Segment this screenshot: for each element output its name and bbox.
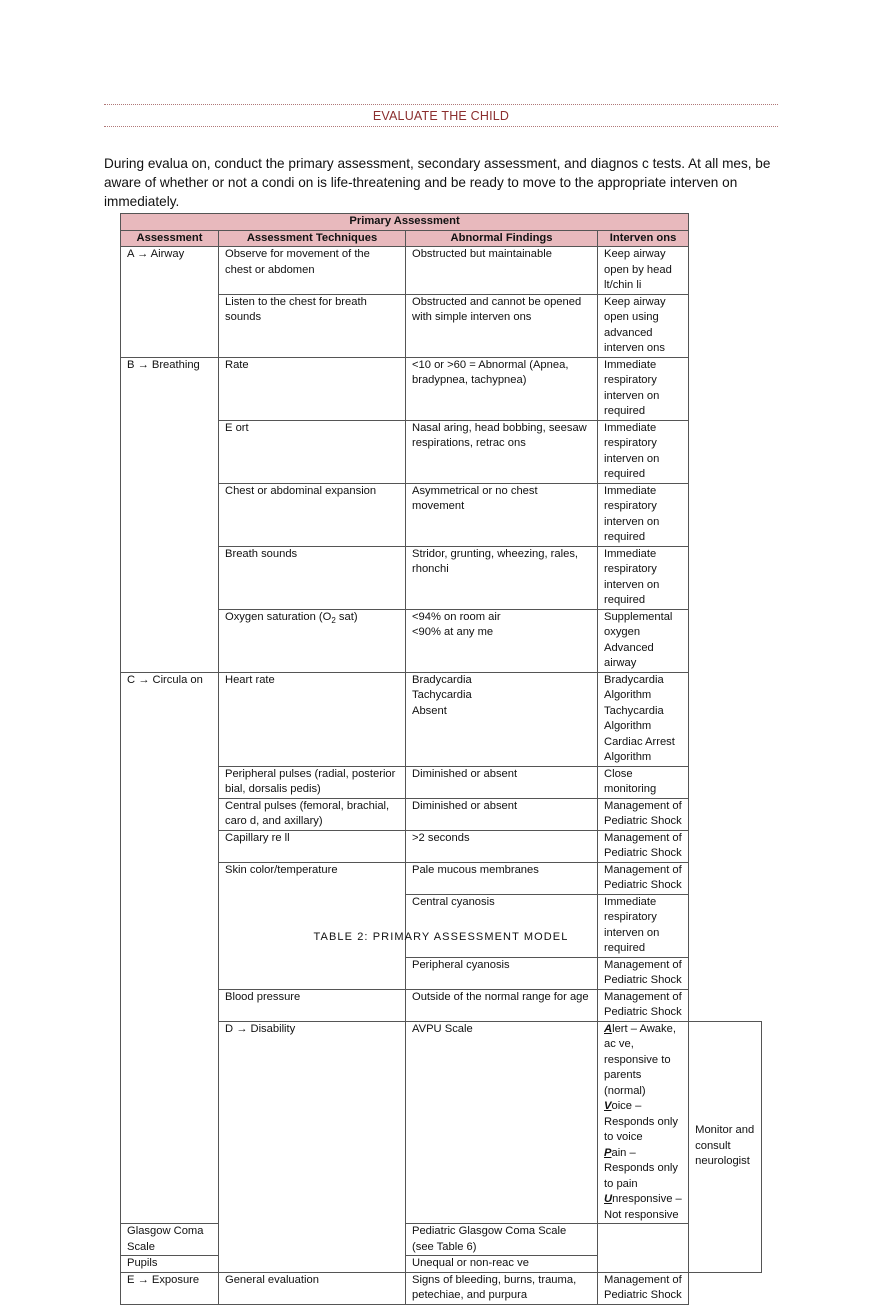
oxygen-technique-subscript: 2 [331, 615, 336, 625]
technique-cell: Capillary re ll [219, 830, 406, 862]
technique-cell: Listen to the chest for breath sounds [219, 294, 406, 357]
avpu-letter: U [604, 1193, 613, 1205]
spacer [412, 719, 591, 735]
technique-cell: Rate [219, 357, 406, 420]
finding-cell: Peripheral cyanosis [406, 957, 598, 989]
primary-assessment-table [120, 213, 762, 1305]
technique-cell: Chest or abdominal expansion [219, 483, 406, 546]
assessment-circulation: C → Circula on [121, 672, 219, 1224]
avpu-text: ain – Responds only to pain [604, 1146, 679, 1190]
intervention-line: Advanced airway [604, 641, 654, 669]
avpu-letter: P [604, 1146, 612, 1159]
intervention-cell: Keep airway open by head lt/chin li [598, 247, 689, 295]
intervention-line: Supplemental oxygen [604, 610, 673, 638]
finding-cell-avpu [598, 1021, 689, 1224]
table-row [121, 1256, 762, 1273]
assessment-breathing: B → Breathing [121, 357, 219, 672]
technique-cell: Central pulses (femoral, brachial, caro d, and axillary) [219, 798, 406, 830]
finding-cell: Outside of the normal range for age [406, 989, 598, 1021]
page-heading: EVALUATE THE CHILD [372, 109, 510, 123]
intervention-cell: Monitor and consult neurologist [689, 1021, 762, 1272]
finding-line: <90% at any me [412, 626, 494, 638]
intervention-cell: Immediate respiratory interven on required [598, 420, 689, 483]
intervention-cell: Immediate respiratory interven on required [598, 894, 689, 957]
intervention-line: Bradycardia Algorithm [604, 673, 664, 701]
finding-cell: Central cyanosis [406, 894, 598, 957]
finding-cell [406, 672, 598, 766]
avpu-voice [604, 1099, 682, 1146]
avpu-text: nresponsive – Not responsive [604, 1193, 682, 1221]
intervention-cell: Management of Pediatric Shock [598, 1272, 689, 1304]
finding-cell: Obstructed but maintainable [406, 247, 598, 295]
table-row [121, 247, 762, 295]
intervention-line: Cardiac Arrest Algorithm [604, 735, 675, 763]
technique-cell: E ort [219, 420, 406, 483]
finding-line: Absent [412, 704, 447, 717]
finding-cell: Pale mucous membranes [406, 862, 598, 894]
intervention-cell: Management of Pediatric Shock [598, 798, 689, 830]
finding-cell: Nasal aring, head bobbing, seesaw respirations, retrac ons [406, 420, 598, 483]
finding-cell: Pediatric Glasgow Coma Scale (see Table 6) [406, 1224, 598, 1256]
technique-cell: Blood pressure [219, 989, 406, 1021]
technique-cell-oxygen [219, 609, 406, 672]
table-header-row [121, 230, 762, 247]
technique-cell: AVPU Scale [406, 1021, 598, 1224]
intervention-cell [598, 609, 689, 672]
column-header: Interven ons [598, 230, 689, 247]
technique-cell: Heart rate [219, 672, 406, 766]
finding-cell: Stridor, grunting, wheezing, rales, rhonchi [406, 546, 598, 609]
finding-cell [406, 609, 598, 672]
technique-cell: Glasgow Coma Scale [121, 1224, 219, 1256]
technique-cell: Peripheral pulses (radial, posterior bial, dorsalis pedis) [219, 766, 406, 798]
intro-paragraph: During evalua on, conduct the primary assessment, secondary assessment, and diagnos c tests. At all mes, be aware of whether or not a condi on is life-threatening and be ready to move to the appropriate interven on immediately. [104, 155, 771, 209]
table-row [121, 1224, 762, 1256]
finding-line: Bradycardia [412, 673, 472, 686]
table-row [121, 357, 762, 420]
technique-cell: Skin color/temperature [219, 862, 406, 989]
finding-cell: Obstructed and cannot be opened with simple interven ons [406, 294, 598, 357]
intervention-line: Tachycardia Algorithm [604, 704, 664, 732]
assessment-exposure: E → Exposure [121, 1272, 219, 1304]
oxygen-technique-prefix: Oxygen saturation (O [225, 610, 332, 623]
assessment-airway: A → Airway [121, 247, 219, 358]
avpu-text: lert – Awake, ac ve, responsive to parents (normal) [604, 1022, 676, 1097]
avpu-unresponsive [604, 1192, 682, 1223]
finding-cell: Asymmetrical or no chest movement [406, 483, 598, 546]
technique-cell: Breath sounds [219, 546, 406, 609]
finding-cell: >2 seconds [406, 830, 598, 862]
intervention-cell: Immediate respiratory interven on required [598, 546, 689, 609]
avpu-alert [604, 1022, 682, 1100]
column-header: Abnormal Findings [406, 230, 598, 247]
header-rule-bottom [104, 126, 778, 127]
finding-line: <94% on room air [412, 610, 501, 623]
table-title: Primary Assessment [121, 214, 689, 231]
table-row [121, 672, 762, 766]
intervention-cell: Management of Pediatric Shock [598, 989, 689, 1021]
column-header: Assessment Techniques [219, 230, 406, 247]
intervention-cell: Management of Pediatric Shock [598, 862, 689, 894]
finding-cell: <10 or >60 = Abnormal (Apnea, bradypnea, tachypnea) [406, 357, 598, 420]
finding-cell: Diminished or absent [406, 766, 598, 798]
technique-cell: Observe for movement of the chest or abdomen [219, 247, 406, 295]
header-rule-top [104, 104, 778, 105]
table-title-row [121, 214, 762, 231]
intervention-cell: Close monitoring [598, 766, 689, 798]
intervention-cell: Management of Pediatric Shock [598, 830, 689, 862]
finding-cell: Unequal or non-reac ve [406, 1256, 598, 1273]
technique-cell: Pupils [121, 1256, 219, 1273]
technique-cell: General evaluation [219, 1272, 406, 1304]
finding-line: Tachycardia [412, 689, 472, 701]
avpu-letter: A [604, 1022, 613, 1035]
oxygen-technique-suffix: sat) [335, 610, 358, 623]
table-caption: TABLE 2: PRIMARY ASSESSMENT MODEL [313, 931, 569, 943]
avpu-pain [604, 1146, 682, 1193]
intervention-cell: Immediate respiratory interven on required [598, 357, 689, 420]
finding-cell: Diminished or absent [406, 798, 598, 830]
table-row [121, 1272, 762, 1304]
intervention-cell: Management of Pediatric Shock [598, 957, 689, 989]
avpu-text: oice – Responds only to voice [604, 1100, 679, 1143]
assessment-disability: D → Disability [219, 1021, 406, 1272]
finding-cell: Signs of bleeding, burns, trauma, petechiae, and purpura [406, 1272, 598, 1304]
column-header: Assessment [121, 230, 219, 247]
avpu-letter: V [604, 1100, 612, 1112]
intervention-cell: Keep airway open using advanced interven ons [598, 294, 689, 357]
intervention-cell [598, 672, 689, 766]
intervention-cell: Immediate respiratory interven on required [598, 483, 689, 546]
